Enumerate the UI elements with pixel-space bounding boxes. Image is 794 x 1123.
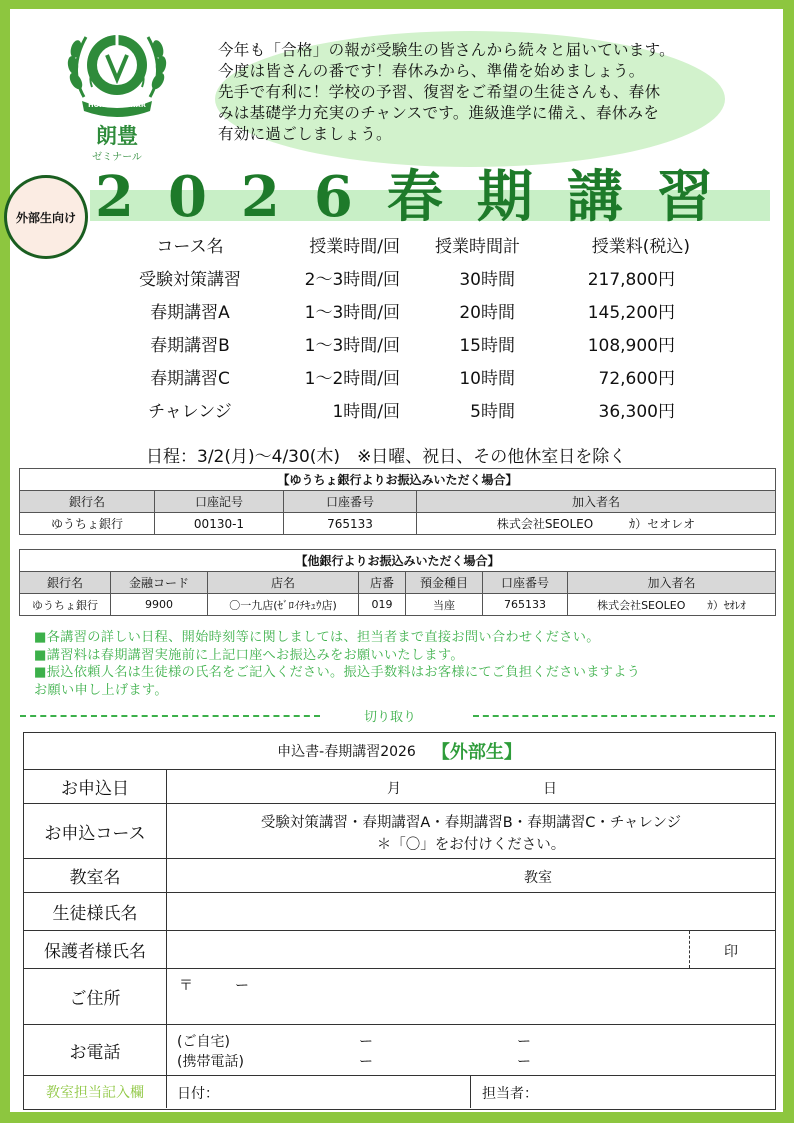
student-name-field[interactable]	[167, 893, 775, 930]
cut-line-left	[20, 715, 320, 717]
note-line: ■各講習の詳しい日程、開始時刻等に関しましては、担当者まで直接お問い合わせください。	[34, 630, 600, 645]
course-hours-per: 1～3時間/回	[304, 303, 400, 323]
course-name: 春期講習A	[150, 303, 230, 323]
course-hours-per: 1～2時間/回	[304, 369, 400, 389]
dash: ー	[359, 1054, 373, 1070]
dash: ー	[359, 1034, 373, 1050]
form-title-tag: 【外部生】	[431, 742, 522, 763]
intro-line: みは基礎学力充実のチャンスです。進級進学に備え、春休みを	[218, 104, 660, 122]
schedule-text: 日程：3/2(月)～4/30(木) ※日曜、祝日、その他休室日を除く	[146, 447, 627, 467]
bank-cell: 765133	[483, 594, 568, 616]
course-name: 春期講習C	[150, 369, 230, 389]
course-header: コース名	[156, 237, 224, 257]
staff-name-label: 担当者：	[482, 1086, 538, 1102]
month-label: 月	[387, 781, 401, 797]
form-row-room	[24, 859, 775, 893]
course-header: 授業時間/回	[309, 237, 400, 257]
mobile-phone-label: (携帯電話)	[177, 1054, 244, 1070]
bank-cell: 019	[359, 594, 406, 616]
address-field[interactable]	[167, 969, 775, 1024]
intro-line: 今度は皆さんの番です！春休みから、準備を始めましょう。	[218, 62, 645, 80]
room-label: 教室名	[24, 859, 167, 892]
course-hours-total: 20時間	[459, 303, 515, 323]
bank-header: 口座記号	[155, 491, 284, 513]
note-line: お願い申し上げます。	[34, 682, 168, 698]
phone-field[interactable]	[167, 1025, 775, 1075]
note-line: ■振込依頼人名は生徒様の氏名をご記入ください。振込手数料はお客様にてご負担くださいますよう	[34, 665, 641, 680]
form-row-phone	[24, 1025, 775, 1076]
form-row-course	[24, 804, 775, 859]
bank-cell: 00130-1	[155, 513, 284, 535]
cut-line-right	[473, 715, 775, 717]
course-fee: 217,800円	[587, 270, 675, 290]
bank-header: 預金種目	[406, 572, 483, 594]
bank-header: 金融コード	[111, 572, 208, 594]
course-header: 授業料(税込)	[591, 237, 690, 257]
form-row-student	[24, 893, 775, 931]
bank-header: 銀行名	[20, 491, 155, 513]
course-fee: 72,600円	[598, 369, 675, 389]
course-header: 授業時間計	[435, 237, 520, 257]
form-row-staff	[24, 1076, 775, 1108]
bank-header: 銀行名	[20, 572, 111, 594]
bank-cell: 株式会社SEOLEO ｶ）ｾｵﾚｵ	[568, 594, 776, 616]
bank-cell: ゆうちょ銀行	[20, 594, 111, 616]
bank-header: 口座番号	[284, 491, 417, 513]
bank-header: 口座番号	[483, 572, 568, 594]
address-label: ご住所	[24, 969, 167, 1024]
postal-mark: 〒 ー	[179, 978, 249, 994]
bank-cell: 当座	[406, 594, 483, 616]
bank-cell: 765133	[284, 513, 417, 535]
intro-line: 今年も「合格」の報が受験生の皆さんから続々と届いています。	[218, 41, 675, 59]
notes	[34, 629, 774, 699]
staff-label: 教室担当記入欄	[24, 1076, 167, 1108]
course-row	[100, 298, 720, 331]
course-hours-total: 5時間	[470, 402, 515, 422]
application-form	[23, 732, 776, 1110]
form-row-date	[24, 770, 775, 804]
course-hours-total: 30時間	[459, 270, 515, 290]
logo-sub: ゼミナール	[92, 152, 142, 163]
audience-badge: 外部生向け	[4, 175, 88, 259]
staff-date-label: 日付：	[177, 1086, 219, 1102]
course-row	[100, 331, 720, 364]
bank-cell: ゆうちょ銀行	[20, 513, 155, 535]
guardian-label: 保護者様氏名	[24, 931, 167, 968]
logo-arc-text: HOHO SEMINAR	[88, 101, 146, 109]
course-hours-total: 10時間	[459, 369, 515, 389]
room-suffix: 教室	[524, 870, 552, 886]
bank-caption: 【他銀行よりお振込みいただく場合】	[20, 550, 776, 572]
intro-line: 有効に過ごしましょう。	[218, 125, 392, 143]
date-field[interactable]	[167, 770, 775, 803]
page-title: 2026春期講習	[95, 164, 747, 230]
school-logo	[62, 19, 172, 164]
bank-cell: 9900	[111, 594, 208, 616]
date-label: お申込日	[24, 770, 167, 803]
note-line: ■講習料は春期講習実施前に上記口座へお振込みをお願いいたします。	[34, 647, 464, 663]
cut-label: 切り取り	[364, 710, 417, 725]
intro-line: 先手で有利に！学校の予習、復習をご希望の生徒さんも、春休	[218, 83, 661, 101]
bank-header: 加入者名	[568, 572, 776, 594]
seal-mark: 印	[724, 944, 738, 960]
bank-table-other	[19, 549, 776, 616]
day-label: 日	[543, 781, 557, 797]
course-fee: 145,200円	[587, 303, 675, 323]
student-label: 生徒様氏名	[24, 893, 167, 930]
dash: ー	[517, 1034, 531, 1050]
logo-name: 朗豊	[96, 123, 138, 148]
form-row-address	[24, 969, 775, 1025]
course-hours-total: 15時間	[459, 336, 515, 356]
bank-cell: 〇一九店(ｾﾞﾛｲﾁｷｭｳ店)	[208, 594, 359, 616]
course-name: 受験対策講習	[139, 270, 241, 290]
intro-text	[218, 40, 748, 145]
course-name: 春期講習B	[150, 336, 230, 356]
phone-label: お電話	[24, 1025, 167, 1075]
course-header-row	[100, 232, 720, 265]
bank-caption: 【ゆうちょ銀行よりお振込みいただく場合】	[20, 469, 776, 491]
dash: ー	[517, 1054, 531, 1070]
course-fee: 36,300円	[598, 402, 675, 422]
course-row	[100, 364, 720, 397]
course-hours-per: 1～3時間/回	[304, 336, 400, 356]
course-fee: 108,900円	[587, 336, 675, 356]
staff-field[interactable]	[167, 1076, 775, 1108]
bank-header: 店番	[359, 572, 406, 594]
form-row-guardian	[24, 931, 775, 969]
course-row	[100, 265, 720, 298]
bank-header: 加入者名	[417, 491, 776, 513]
course-options: 受験対策講習・春期講習A・春期講習B・春期講習C・チャレンジ	[260, 815, 682, 831]
room-field[interactable]	[167, 859, 775, 892]
course-row	[100, 397, 720, 430]
guardian-name-field[interactable]	[167, 931, 775, 968]
course-label: お申込コース	[24, 804, 167, 858]
form-title: 申込書-春期講習2026	[277, 744, 416, 760]
course-name: チャレンジ	[148, 402, 232, 422]
course-hours-per: 2～3時間/回	[304, 270, 400, 290]
bank-header: 店名	[208, 572, 359, 594]
form-title-row	[24, 733, 775, 770]
course-hours-per: 1時間/回	[332, 402, 400, 422]
course-field[interactable]	[167, 804, 775, 858]
bank-cell: 株式会社SEOLEO ｶ）セオレオ	[417, 513, 776, 535]
course-note: ＊「〇」をお付けください。	[376, 837, 566, 853]
bank-table-yucho	[19, 468, 776, 535]
flyer-page	[10, 9, 783, 1112]
home-phone-label: (ご自宅)	[177, 1034, 230, 1050]
